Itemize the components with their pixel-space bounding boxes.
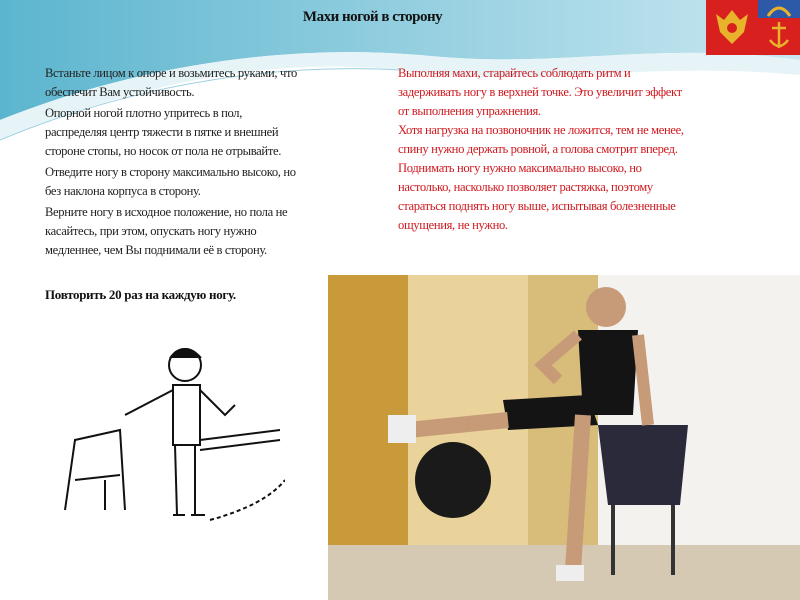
text-line: обеспечит Вам устойчивость.	[45, 85, 195, 99]
russia-coat-of-arms-icon	[706, 0, 758, 55]
tips-text	[398, 64, 783, 235]
tip-line: ощущения, не нужно.	[398, 218, 508, 232]
slide-title: Махи ногой в сторону	[302, 9, 443, 25]
tip-line: стараться поднять ногу выше, испытывая болезненные	[398, 199, 676, 213]
text-line: без наклона корпуса в сторону.	[45, 184, 201, 198]
tip-line: Выполняя махи, старайтесь соблюдать ритм и	[398, 66, 631, 80]
tip-line: Поднимать ногу нужно максимально высоко, но	[398, 161, 642, 175]
text-line: Встаньте лицом к опоре и возьмитесь руками, что	[45, 66, 297, 80]
tip-line: настолько, насколько позволяет растяжка, поэтому	[398, 180, 653, 194]
text-line: стороне стопы, но носок от пола не отрывайте.	[45, 144, 282, 158]
tip-line: Хотя нагрузка на позвоночник не ложится, тем не менее,	[398, 123, 684, 137]
text-line: Отведите ногу в сторону максимально высоко, но	[45, 165, 296, 179]
murmansk-coat-of-arms-icon	[758, 0, 800, 55]
instructions-text	[45, 64, 385, 262]
instruction-paragraph	[45, 203, 385, 260]
text-line: распределяя центр тяжести в пятке и внешней	[45, 125, 279, 139]
tip-line: от выполнения упражнения.	[398, 104, 541, 118]
exercise-photo-image	[328, 275, 800, 600]
text-line: медленнее, чем Вы поднимали её в сторону.	[45, 243, 267, 257]
instruction-paragraph	[45, 104, 385, 161]
tip-line: спину нужно держать ровной, а голова смотрит вперед.	[398, 142, 678, 156]
repeat-instruction: Повторить 20 раз на каждую ногу.	[45, 287, 236, 302]
tip-line: задерживать ногу в верхней точке. Это увеличит эффект	[398, 85, 682, 99]
text-line: Опорной ногой плотно упритесь в пол,	[45, 106, 243, 120]
text-line: Верните ногу в исходное положение, но пола не	[45, 205, 288, 219]
text-line: касайтесь, при этом, опускать ногу нужно	[45, 224, 257, 238]
instruction-paragraph	[45, 64, 385, 102]
instruction-paragraph	[45, 163, 385, 201]
exercise-sketch-image	[45, 330, 285, 530]
